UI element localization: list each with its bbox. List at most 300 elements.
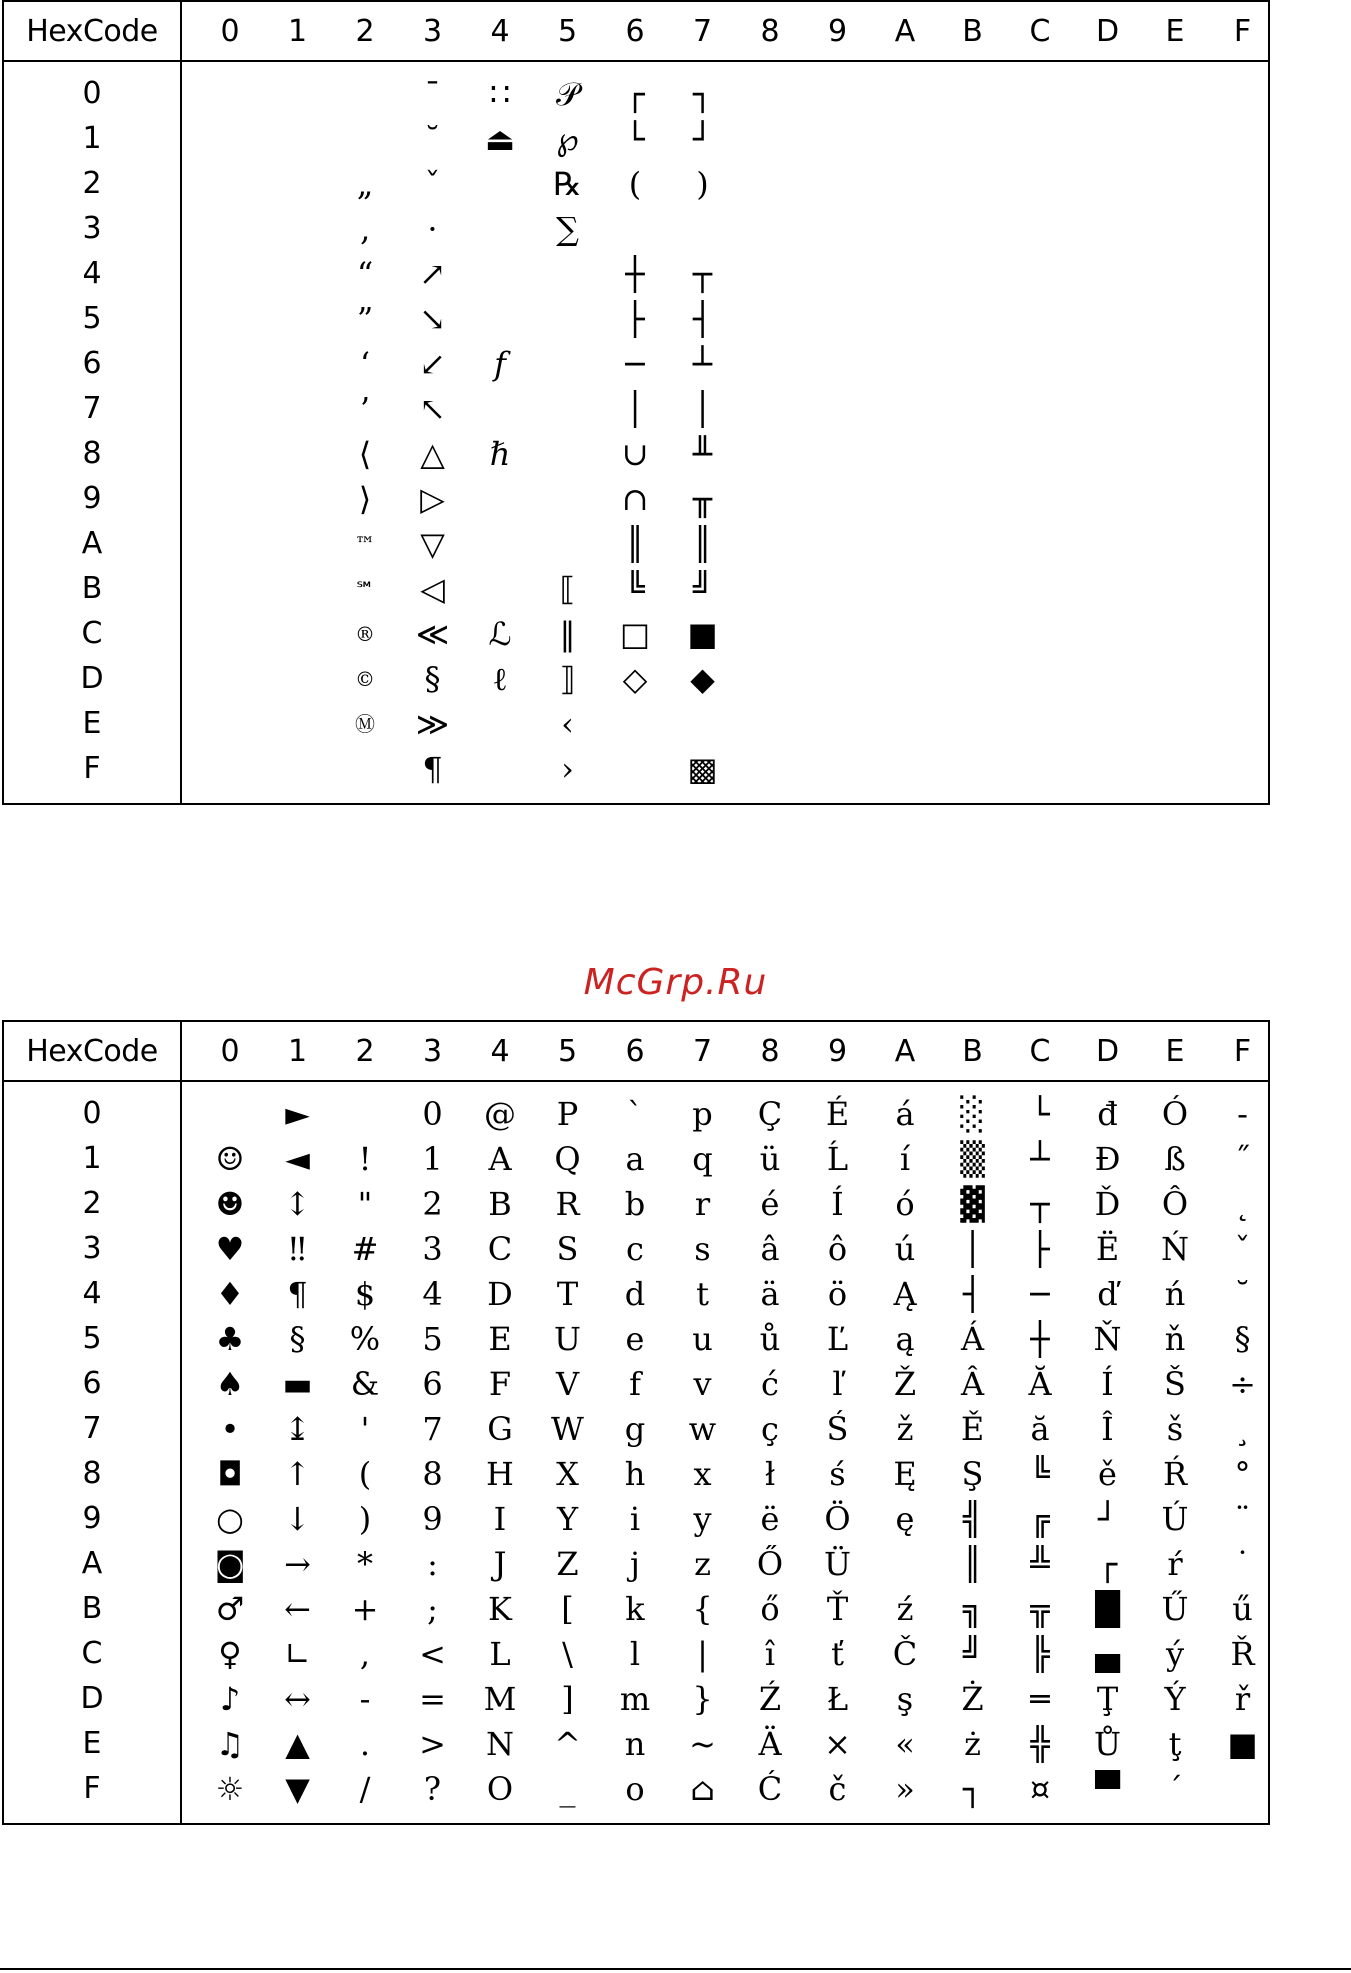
char-cell: Ź xyxy=(758,1680,782,1718)
char-cell: ◁ xyxy=(420,570,445,608)
char-cell: Ó xyxy=(1161,1095,1189,1133)
column-divider xyxy=(180,2,182,803)
char-cell: ; xyxy=(427,1590,438,1628)
char-cell: « xyxy=(895,1725,915,1763)
row-label: 1 xyxy=(82,121,102,156)
char-cell: ▀ xyxy=(1095,1770,1120,1808)
char-cell: Ż xyxy=(961,1680,984,1718)
char-cell: ℞ xyxy=(553,165,582,203)
char-cell: 3 xyxy=(422,1230,443,1268)
char-cell: ◘ xyxy=(217,1455,243,1493)
char-cell: └ xyxy=(1030,1095,1050,1133)
char-cell: ⟩ xyxy=(358,480,372,518)
char-cell: ` xyxy=(627,1095,643,1133)
char-cell: ║ xyxy=(692,525,713,563)
char-cell: Č xyxy=(892,1635,918,1673)
char-cell: ♥ xyxy=(215,1230,245,1268)
row-label: C xyxy=(81,1636,103,1671)
char-cell: { xyxy=(692,1590,713,1628)
char-cell: R xyxy=(555,1185,580,1223)
column-header: 4 xyxy=(490,13,510,49)
char-cell: ╠ xyxy=(1030,1635,1050,1673)
char-cell: ├ xyxy=(625,300,645,338)
char-cell: | xyxy=(697,1635,708,1673)
char-cell: │ xyxy=(625,390,645,428)
char-cell: ż xyxy=(964,1725,981,1763)
char-cell: ♀ xyxy=(218,1635,242,1673)
watermark: McGrp.Ru xyxy=(583,962,768,1003)
row-label: 6 xyxy=(82,346,102,381)
char-cell: . xyxy=(359,1725,371,1763)
char-cell: & xyxy=(350,1365,380,1403)
char-cell: ♫ xyxy=(215,1725,245,1763)
column-header: B xyxy=(962,1033,983,1069)
char-cell: L xyxy=(489,1635,511,1673)
char-cell: ≪ xyxy=(415,615,450,653)
char-cell: : xyxy=(427,1545,438,1583)
char-cell: Ý xyxy=(1164,1680,1186,1718)
char-cell: ℒ xyxy=(488,615,512,653)
column-header: E xyxy=(1165,13,1185,49)
char-cell: Ď xyxy=(1094,1185,1121,1223)
char-cell: ł xyxy=(764,1455,776,1493)
char-cell: Ł xyxy=(826,1680,849,1718)
char-cell: ‖ xyxy=(559,615,576,653)
char-cell: ⏏ xyxy=(484,120,516,158)
char-cell: ⟧ xyxy=(559,660,576,698)
char-cell: ľ xyxy=(832,1365,843,1403)
char-cell: › xyxy=(561,750,574,788)
char-cell: § xyxy=(1234,1320,1251,1358)
row-label: A xyxy=(81,526,103,561)
row-label: 9 xyxy=(82,1501,102,1536)
column-header: 1 xyxy=(287,1033,308,1069)
row-label: 6 xyxy=(82,1366,102,1401)
char-cell: Í xyxy=(831,1185,844,1223)
char-cell: ť xyxy=(831,1635,844,1673)
char-cell: E xyxy=(488,1320,512,1358)
row-label: 2 xyxy=(82,1186,102,1221)
char-cell: ╝ xyxy=(962,1635,983,1673)
column-header: 5 xyxy=(557,13,578,49)
column-header: F xyxy=(1233,1033,1252,1069)
char-cell: m xyxy=(619,1680,651,1718)
char-cell: ℘ xyxy=(556,120,579,158)
char-cell: Ű xyxy=(1161,1590,1189,1628)
char-cell: M xyxy=(483,1680,517,1718)
char-cell: ţ xyxy=(1168,1725,1182,1763)
char-cell: ♣ xyxy=(215,1320,245,1358)
char-cell: ░ xyxy=(960,1095,985,1133)
char-cell: » xyxy=(895,1770,915,1808)
char-cell: ℠ xyxy=(354,577,376,601)
character-table-2 xyxy=(2,1020,1270,1825)
char-cell: ╬ xyxy=(1030,1725,1050,1763)
char-cell: k xyxy=(625,1590,645,1628)
char-cell: ć xyxy=(761,1365,779,1403)
char-cell: ≫ xyxy=(415,705,450,743)
char-cell: ╚ xyxy=(625,570,645,608)
char-cell: ß xyxy=(1164,1140,1186,1178)
column-header: 4 xyxy=(490,1033,510,1069)
char-cell: Y xyxy=(556,1500,579,1538)
row-label: 3 xyxy=(82,211,102,246)
char-cell: - xyxy=(359,1680,371,1718)
char-cell: Đ xyxy=(1094,1140,1121,1178)
char-cell: „ xyxy=(356,165,374,203)
char-cell: “ xyxy=(356,255,374,293)
char-cell: î xyxy=(764,1635,776,1673)
row-label: 3 xyxy=(82,1231,102,1266)
char-cell: ┴ xyxy=(692,345,713,383)
char-cell: • xyxy=(220,1410,240,1448)
char-cell: = xyxy=(419,1680,446,1718)
char-cell: ™ xyxy=(355,532,375,556)
char-cell: ) xyxy=(696,165,709,203)
char-cell: Ú xyxy=(1161,1500,1189,1538)
char-cell: đ xyxy=(1097,1095,1118,1133)
char-cell: > xyxy=(419,1725,446,1763)
char-cell: ─ xyxy=(625,345,645,383)
char-cell: Ⓜ xyxy=(355,712,375,736)
char-cell: f xyxy=(629,1365,641,1403)
char-cell: Ě xyxy=(960,1410,985,1448)
char-cell: ╨ xyxy=(692,435,713,473)
char-cell: ▽ xyxy=(420,525,445,563)
char-cell: ä xyxy=(760,1275,780,1313)
char-cell: ] xyxy=(561,1680,574,1718)
char-cell: ř xyxy=(1234,1680,1251,1718)
char-cell: Î xyxy=(1101,1410,1114,1448)
char-cell: N xyxy=(486,1725,514,1763)
row-label: 5 xyxy=(82,1321,102,1356)
column-header: D xyxy=(1095,13,1120,49)
row-label: 4 xyxy=(82,1276,102,1311)
char-cell: [ xyxy=(561,1590,574,1628)
char-cell: 0 xyxy=(422,1095,443,1133)
char-cell: © xyxy=(355,667,375,691)
char-cell: ˘ xyxy=(424,120,441,158)
column-header: 7 xyxy=(692,1033,713,1069)
char-cell: 6 xyxy=(422,1365,443,1403)
column-header: 9 xyxy=(827,1033,848,1069)
char-cell: + xyxy=(351,1590,379,1628)
char-cell: ´ xyxy=(1167,1770,1183,1808)
char-cell: ‘ xyxy=(359,345,371,383)
char-cell: Ä xyxy=(758,1725,782,1763)
page-bottom-rule xyxy=(0,1968,1351,1970)
char-cell: ├ xyxy=(1030,1230,1050,1268)
char-cell: t xyxy=(696,1275,709,1313)
row-label: 7 xyxy=(82,391,102,426)
char-cell: ☻ xyxy=(215,1185,245,1223)
char-cell: ┬ xyxy=(692,255,713,293)
char-cell: ☺ xyxy=(215,1140,245,1178)
char-cell: Â xyxy=(960,1365,985,1403)
char-cell: á xyxy=(895,1095,915,1133)
char-cell: - xyxy=(1237,1095,1248,1133)
char-cell: é xyxy=(760,1185,780,1223)
char-cell: ď xyxy=(1097,1275,1118,1313)
char-cell: v xyxy=(693,1365,712,1403)
char-cell: H xyxy=(486,1455,514,1493)
char-cell: U xyxy=(554,1320,581,1358)
char-cell: ■ xyxy=(1227,1725,1258,1763)
char-cell: Á xyxy=(960,1320,985,1358)
char-cell: ş xyxy=(896,1680,914,1718)
char-cell: Q xyxy=(554,1140,581,1178)
char-cell: ↕ xyxy=(284,1185,311,1223)
char-cell: č xyxy=(828,1770,847,1808)
char-cell: █ xyxy=(1095,1590,1120,1628)
char-cell: ý xyxy=(1165,1635,1185,1673)
char-cell: Ę xyxy=(893,1455,917,1493)
char-cell: ┘ xyxy=(692,120,713,158)
char-cell: % xyxy=(349,1320,381,1358)
char-cell: _ xyxy=(559,1770,576,1808)
char-cell: l xyxy=(629,1635,641,1673)
char-cell: ┬ xyxy=(1030,1185,1050,1223)
char-cell: ┤ xyxy=(692,300,713,338)
char-cell: X xyxy=(556,1455,579,1493)
char-cell: △ xyxy=(420,435,445,473)
char-cell: ç xyxy=(761,1410,779,1448)
column-header: 6 xyxy=(625,13,645,49)
char-cell: ┌ xyxy=(625,75,645,113)
char-cell: V xyxy=(555,1365,580,1403)
char-cell: ♠ xyxy=(215,1365,245,1403)
char-cell: ♪ xyxy=(219,1680,241,1718)
char-cell: ň xyxy=(1164,1320,1186,1358)
char-cell: Ľ xyxy=(826,1320,849,1358)
char-cell: ś xyxy=(829,1455,846,1493)
char-cell: ” xyxy=(356,300,374,338)
row-label: 1 xyxy=(82,1141,102,1176)
header-divider xyxy=(4,60,1268,62)
char-cell: q xyxy=(692,1140,713,1178)
char-cell: ↓ xyxy=(284,1500,311,1538)
column-header: F xyxy=(1233,13,1252,49)
row-label: A xyxy=(81,1546,103,1581)
char-cell: ╚ xyxy=(1030,1455,1050,1493)
char-cell: × xyxy=(824,1725,851,1763)
char-cell: ╦ xyxy=(1030,1590,1050,1628)
char-cell: ó xyxy=(895,1185,915,1223)
char-cell: Ç xyxy=(757,1095,783,1133)
char-cell: Ş xyxy=(961,1455,984,1493)
hexcode-header: HexCode xyxy=(26,13,158,49)
char-cell: ┐ xyxy=(962,1770,983,1808)
char-cell: ↘ xyxy=(419,300,446,338)
char-cell: ˘ xyxy=(1234,1275,1251,1313)
column-divider xyxy=(180,1022,182,1823)
char-cell: ô xyxy=(827,1230,848,1268)
char-cell: ▓ xyxy=(960,1185,985,1223)
char-cell: ↙ xyxy=(419,345,446,383)
char-cell: ↑ xyxy=(284,1455,311,1493)
char-cell: ě xyxy=(1098,1455,1117,1493)
char-cell: ╔ xyxy=(1030,1500,1050,1538)
char-cell: ¶ xyxy=(287,1275,308,1313)
char-cell: F xyxy=(488,1365,512,1403)
char-cell: ( xyxy=(358,1455,372,1493)
header-divider xyxy=(4,1080,1268,1082)
row-label: 9 xyxy=(82,481,102,516)
char-cell: T xyxy=(556,1275,579,1313)
char-cell: 𝑓 xyxy=(494,345,506,383)
char-cell: , xyxy=(359,1635,371,1673)
char-cell: ‹ xyxy=(561,705,574,743)
row-label: 2 xyxy=(82,166,102,201)
char-cell: h xyxy=(624,1455,646,1493)
char-cell: § xyxy=(424,660,441,698)
char-cell: ▼ xyxy=(285,1770,310,1808)
char-cell: ┘ xyxy=(1097,1500,1118,1538)
char-cell: ‚ xyxy=(359,210,371,248)
char-cell: ─ xyxy=(1030,1275,1050,1313)
char-cell: 4 xyxy=(422,1275,443,1313)
row-label: D xyxy=(80,1681,104,1716)
char-cell: < xyxy=(419,1635,446,1673)
char-cell: a xyxy=(625,1140,645,1178)
char-cell: ∪ xyxy=(621,435,649,473)
column-header: A xyxy=(894,1033,916,1069)
char-cell: $ xyxy=(354,1275,376,1313)
char-cell: Í xyxy=(1101,1365,1114,1403)
row-label: 7 xyxy=(82,1411,102,1446)
char-cell: O xyxy=(486,1770,514,1808)
char-cell: s xyxy=(694,1230,711,1268)
char-cell: ║ xyxy=(962,1545,983,1583)
char-cell: ^ xyxy=(554,1725,581,1763)
char-cell: ~ xyxy=(689,1725,716,1763)
char-cell: ℏ xyxy=(489,435,511,473)
char-cell: Ń xyxy=(1161,1230,1189,1268)
char-cell: É xyxy=(825,1095,850,1133)
char-cell: ┌ xyxy=(1097,1545,1118,1583)
char-cell: P xyxy=(556,1095,579,1133)
column-header: 0 xyxy=(220,1033,240,1069)
char-cell: ┼ xyxy=(1030,1320,1050,1358)
char-cell: w xyxy=(688,1410,717,1448)
char-cell: @ xyxy=(484,1095,516,1133)
row-label: 5 xyxy=(82,301,102,336)
char-cell: B xyxy=(488,1185,512,1223)
char-cell: ú xyxy=(894,1230,916,1268)
char-cell: ⟨ xyxy=(358,435,372,473)
char-cell: │ xyxy=(962,1230,983,1268)
char-cell: ♂ xyxy=(215,1590,245,1628)
char-cell: " xyxy=(357,1185,373,1223)
char-cell: ← xyxy=(284,1590,311,1628)
row-label: 4 xyxy=(82,256,102,291)
column-header: 8 xyxy=(760,1033,780,1069)
char-cell: I xyxy=(493,1500,507,1538)
column-header: 2 xyxy=(355,13,375,49)
char-cell: Ą xyxy=(893,1275,917,1313)
char-cell: o xyxy=(625,1770,645,1808)
char-cell: ¯ xyxy=(424,75,441,113)
char-cell: d xyxy=(624,1275,646,1313)
char-cell: ∑ xyxy=(556,210,579,248)
char-cell: ⟦ xyxy=(559,570,576,608)
char-cell: ă xyxy=(1030,1410,1050,1448)
char-cell: j xyxy=(630,1545,640,1583)
char-cell: 8 xyxy=(422,1455,443,1493)
char-cell: ∩ xyxy=(621,480,649,518)
char-cell: ź xyxy=(896,1590,914,1628)
char-cell: A xyxy=(488,1140,512,1178)
char-cell: · xyxy=(427,210,438,248)
char-cell: ∷ xyxy=(489,75,511,113)
char-cell: ▷ xyxy=(420,480,445,518)
char-cell: e xyxy=(625,1320,645,1358)
hexcode-header: HexCode xyxy=(26,1033,158,1069)
char-cell: ń xyxy=(1164,1275,1186,1313)
char-cell: Ž xyxy=(893,1365,917,1403)
column-header: 9 xyxy=(827,13,848,49)
char-cell: ╥ xyxy=(692,480,713,518)
column-header: 3 xyxy=(422,1033,443,1069)
column-header: 5 xyxy=(557,1033,578,1069)
char-cell: ! xyxy=(358,1140,372,1178)
column-header: 7 xyxy=(692,13,713,49)
char-cell: ▲ xyxy=(285,1725,310,1763)
char-cell: ╝ xyxy=(692,570,713,608)
row-label: 0 xyxy=(82,76,102,111)
char-cell: ? xyxy=(423,1770,442,1808)
char-cell: ¶ xyxy=(422,750,443,788)
char-cell: └ xyxy=(625,120,645,158)
char-cell: \ xyxy=(562,1635,573,1673)
char-cell: ▬ xyxy=(282,1365,313,1403)
char-cell: 2 xyxy=(422,1185,443,1223)
row-label: 0 xyxy=(82,1096,102,1131)
char-cell: ¤ xyxy=(1029,1770,1051,1808)
char-cell: ↗ xyxy=(419,255,446,293)
column-header: B xyxy=(962,13,983,49)
char-cell: ╗ xyxy=(962,1590,983,1628)
char-cell: ˙ xyxy=(1234,1545,1251,1583)
char-cell: C xyxy=(487,1230,513,1268)
char-cell: ☼ xyxy=(215,1770,245,1808)
char-cell: ŕ xyxy=(1167,1545,1183,1583)
char-cell: D xyxy=(487,1275,513,1313)
char-cell: c xyxy=(626,1230,644,1268)
char-cell: ° xyxy=(1234,1455,1251,1493)
char-cell: ↖ xyxy=(419,390,446,428)
column-header: C xyxy=(1029,1033,1051,1069)
column-header: E xyxy=(1165,1033,1185,1069)
char-cell: b xyxy=(624,1185,646,1223)
char-cell: ∟ xyxy=(284,1635,311,1673)
char-cell: Ă xyxy=(1028,1365,1052,1403)
char-cell: 5 xyxy=(422,1320,443,1358)
char-cell: p xyxy=(692,1095,713,1133)
char-cell: □ xyxy=(619,615,651,653)
char-cell: } xyxy=(692,1680,713,1718)
char-cell: 𝒫 xyxy=(555,75,580,113)
char-cell: Ő xyxy=(756,1545,784,1583)
char-cell: g xyxy=(624,1410,646,1448)
char-cell: š xyxy=(1166,1410,1184,1448)
char-cell: ↨ xyxy=(284,1410,311,1448)
char-cell: ┤ xyxy=(962,1275,983,1313)
char-cell: S xyxy=(556,1230,579,1268)
char-cell: G xyxy=(487,1410,513,1448)
char-cell: ○ xyxy=(216,1500,244,1538)
char-cell: u xyxy=(692,1320,713,1358)
